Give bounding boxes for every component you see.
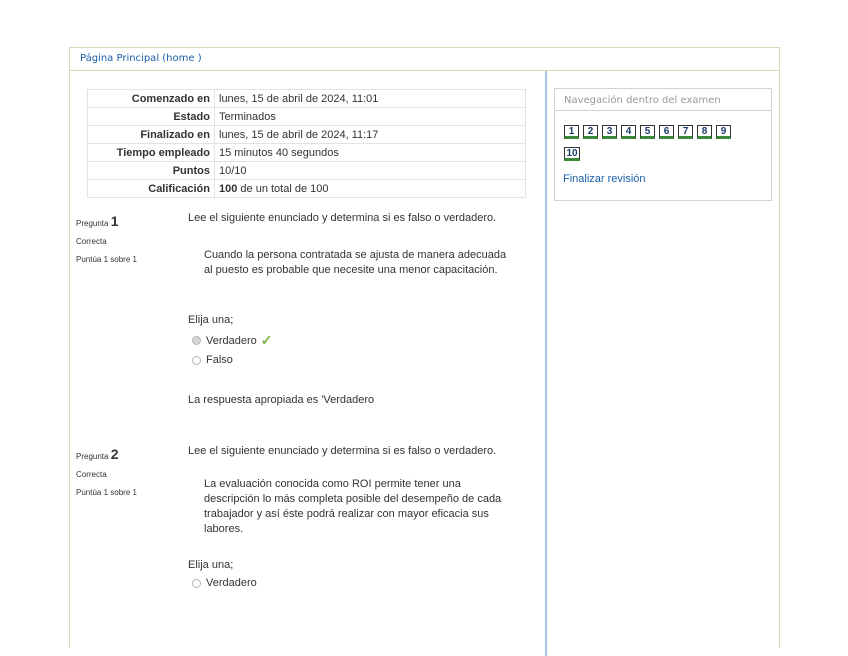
nav-question-button[interactable]: 3: [602, 125, 617, 139]
summary-key: Estado: [88, 108, 215, 126]
nav-question-button[interactable]: 4: [621, 125, 636, 139]
question-number: 1: [110, 213, 119, 229]
summary-row: [88, 144, 526, 162]
nav-question-button[interactable]: 8: [697, 125, 712, 139]
quiz-navigation-block: [554, 88, 772, 201]
summary-key: Finalizado en: [88, 126, 215, 144]
quiz-navigation-title: Navegación dentro del examen: [555, 89, 771, 111]
column-divider: [545, 71, 547, 656]
question-body: La evaluación conocida como ROI permite tener una descripción lo más completa posible del desempeño de cada trabajador y así éste podrá realizar con mayor eficacia sus labores.: [204, 478, 502, 535]
summary-row: [88, 180, 526, 198]
question-prompt: Elija una;: [188, 559, 234, 571]
question-status: Correcta: [76, 470, 107, 479]
question-instruction: Lee el siguiente enunciado y determina si es falso o verdadero.: [188, 445, 497, 457]
summary-key: Puntos: [88, 162, 215, 180]
question-feedback: La respuesta apropiada es 'Verdadero: [188, 394, 375, 406]
breadcrumb-bar: [70, 48, 779, 71]
option-falso[interactable]: [192, 354, 233, 366]
summary-key: Calificación: [88, 180, 215, 198]
nav-question-button[interactable]: 2: [583, 125, 598, 139]
question-label-line: [76, 212, 176, 233]
summary-value: 10/10: [215, 162, 526, 180]
summary-value: 15 minutos 40 segundos: [215, 144, 526, 162]
nav-question-button[interactable]: 1: [564, 125, 579, 139]
summary-row: [88, 162, 526, 180]
summary-value: lunes, 15 de abril de 2024, 11:17: [215, 126, 526, 144]
radio-button[interactable]: [192, 356, 201, 365]
question-instruction: Lee el siguiente enunciado y determina si es falso o verdadero.: [188, 212, 497, 224]
question-prompt: Elija una;: [188, 314, 234, 326]
question-label: Pregunta: [76, 219, 109, 228]
summary-value: lunes, 15 de abril de 2024, 11:01: [215, 90, 526, 108]
question-score: Puntúa 1 sobre 1: [76, 488, 137, 497]
grade-total: de un total de 100: [237, 182, 329, 195]
option-label: Falso: [206, 354, 233, 366]
summary-row: [88, 126, 526, 144]
summary-key: Comenzado en: [88, 90, 215, 108]
breadcrumb[interactable]: Página Principal (home ): [80, 53, 202, 64]
radio-button[interactable]: [192, 336, 201, 345]
nav-question-button[interactable]: 9: [716, 125, 731, 139]
nav-question-button[interactable]: 10: [564, 147, 580, 161]
finish-review-link[interactable]: Finalizar revisión: [563, 173, 646, 185]
summary-value: Terminados: [215, 108, 526, 126]
summary-value: [215, 180, 526, 198]
summary-key: Tiempo empleado: [88, 144, 215, 162]
question-body: Cuando la persona contratada se ajusta de manera adecuada al puesto es probable que necesite una menor capacitación.: [204, 249, 507, 276]
option-label: Verdadero: [206, 334, 257, 347]
grade-value: 100: [219, 182, 238, 195]
nav-question-button[interactable]: 7: [678, 125, 693, 139]
question-number: 2: [110, 446, 119, 462]
question-info: [76, 445, 176, 502]
question-status: Correcta: [76, 237, 107, 246]
checkmark-icon: ✓: [260, 332, 273, 348]
question-label-line: [76, 445, 176, 466]
option-verdadero[interactable]: [192, 332, 273, 349]
summary-row: [88, 90, 526, 108]
option-verdadero[interactable]: [192, 577, 257, 589]
radio-button[interactable]: [192, 579, 201, 588]
nav-question-button[interactable]: 5: [640, 125, 655, 139]
nav-question-button[interactable]: 6: [659, 125, 674, 139]
question-label: Pregunta: [76, 452, 109, 461]
question-info: [76, 212, 176, 269]
page-frame: [69, 47, 780, 648]
attempt-summary-table: [87, 89, 526, 198]
option-label: Verdadero: [206, 577, 257, 589]
summary-row: [88, 108, 526, 126]
question-score: Puntúa 1 sobre 1: [76, 255, 137, 264]
